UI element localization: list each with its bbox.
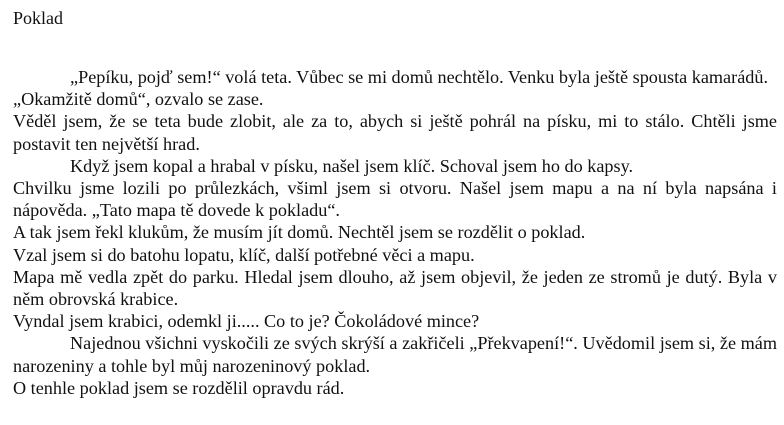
paragraph-8: Mapa mě vedla zpět do parku. Hledal jsem dlouho, až jsem objevil, že jeden ze stromů je dutý. Byla v něm obrovská krabice. xyxy=(13,266,777,310)
paragraph-7: Vzal jsem si do batohu lopatu, klíč, další potřebné věci a mapu. xyxy=(13,244,475,265)
document-body xyxy=(13,66,777,399)
document-title: Poklad xyxy=(13,8,64,28)
paragraph-2: „Okamžitě domů“, ozvalo se zase. xyxy=(13,89,264,110)
paragraph-6: A tak jsem řekl klukům, že musím jít domů. Nechtěl jsem se rozdělit o poklad. xyxy=(13,222,586,243)
paragraph-3: Věděl jsem, že se teta bude zlobit, ale za to, abych si ještě pohrál na písku, mi to stálo. Chtěli jsme postavit ten největší hrad. xyxy=(13,111,777,154)
paragraph-9: Vyndal jsem krabici, odemkl ji..... Co to je? Čokoládové mince? xyxy=(13,311,480,332)
paragraph-5: Chvilku jsme lozili po průlezkách, všiml jsem si otvoru. Našel jsem mapu a na ní byla napsána i nápověda. „Tato mapa tě dovede k pokladu“. xyxy=(13,178,777,221)
paragraph-11: O tenhle poklad jsem se rozdělil opravdu rád. xyxy=(13,377,345,398)
paragraph-4: Když jsem kopal a hrabal v písku, našel jsem klíč. Schoval jsem ho do kapsy. xyxy=(70,155,634,176)
paragraph-1: „Pepíku, pojď sem!“ volá teta. Vůbec se mi domů nechtělo. Venku byla ještě spousta kamarádů. xyxy=(70,67,768,87)
paragraph-10: Najednou všichni vyskočili ze svých skrýší a zakřičeli „Překvapení!“. Uvědomil jsem si, že mám narozeniny a tohle byl můj narozeninový poklad. xyxy=(13,333,777,376)
